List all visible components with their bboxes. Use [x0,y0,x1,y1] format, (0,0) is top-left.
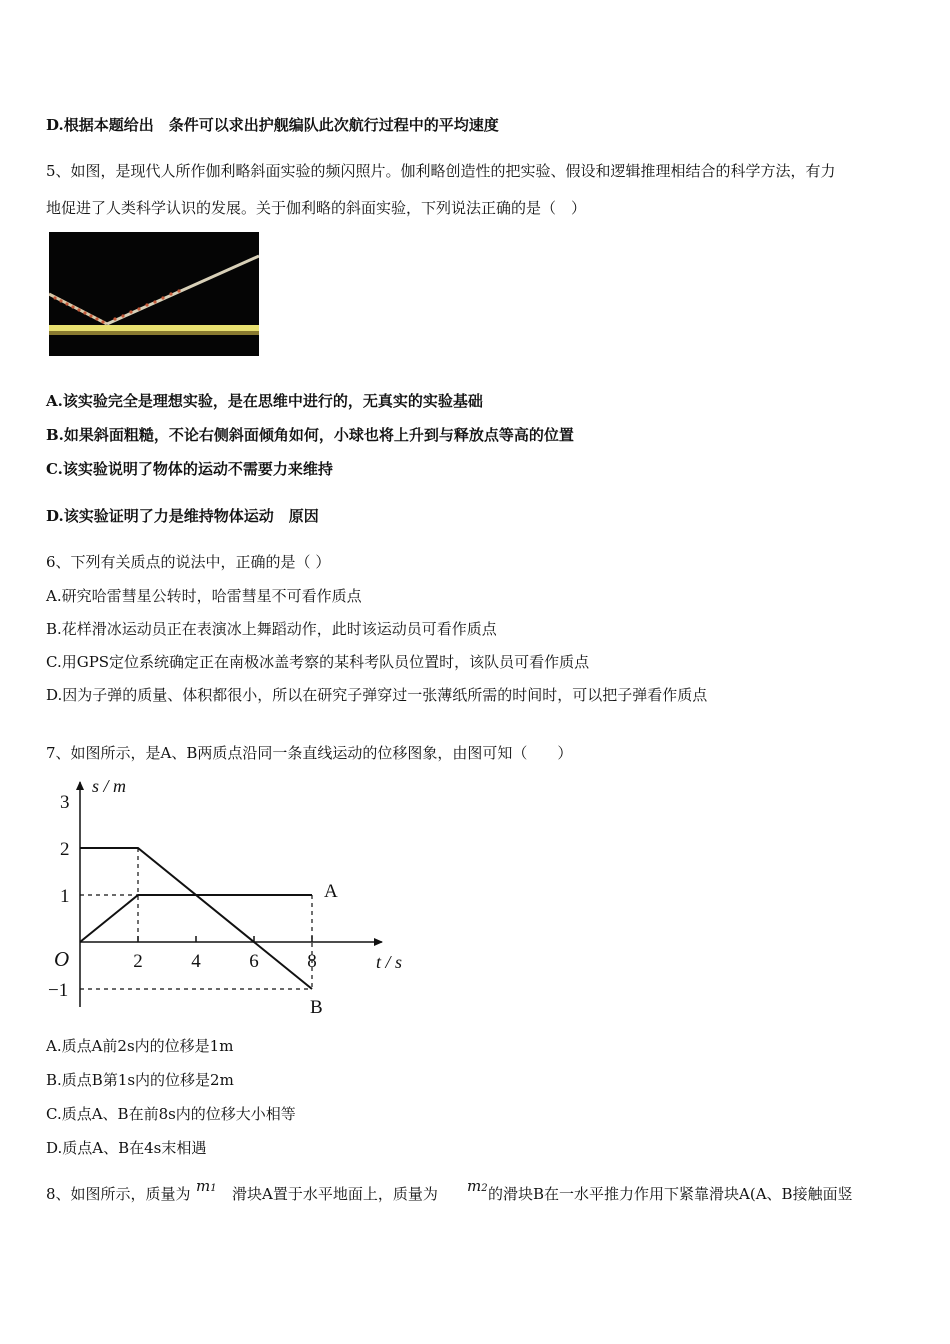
y-tick-label: −1 [48,980,69,1001]
y-axis-label: s / m [92,776,127,796]
y-tick-label: 1 [60,886,70,907]
x-tick-label: 2 [133,951,143,972]
q7-option-b: B.质点B第1s内的位移是2m [46,1071,234,1089]
q4-option-d: D.根据本题给出 条件可以求出护舰编队此次航行过程中的平均速度 [46,116,499,134]
x-tick-label: 8 [307,951,317,972]
q8-stem-part2: 滑块A置于水平地面上，质量为 [232,1185,438,1203]
q6-option-c: C.用GPS定位系统确定正在南极冰盖考察的某科考队员位置时，该队员可看作质点 [46,653,590,671]
x-tick-label: 4 [191,951,201,972]
q8-stem-part3: 的滑块B在一水平推力作用下紧靠滑块A(A、B接触面竖 [488,1185,853,1203]
q6-option-a: A.研究哈雷彗星公转时，哈雷彗星不可看作质点 [46,587,362,605]
q8-m1-letter: m [196,1177,211,1195]
q7-stem: 7、如图所示，是A、B两质点沿同一条直线运动的位移图象，由图可知（ ） [46,744,573,762]
x-tick-label: 6 [249,951,259,972]
q7-option-d: D.质点A、B在4s末相遇 [46,1139,207,1157]
displacement-time-graph [46,772,416,1020]
q8-m2-symbol [467,1176,488,1199]
q5-option-a: A.该实验完全是理想实验，是在思维中进行的，无真实的实验基础 [46,392,483,410]
q5-option-b: B.如果斜面粗糙，不论右侧斜面倾角如何，小球也将上升到与释放点等高的位置 [46,426,574,444]
q5-stem-line2: 地促进了人类科学认识的发展。关于伽利略的斜面实验，下列说法正确的是（ ） [46,199,587,217]
q7-option-a: A.质点A前2s内的位移是1m [46,1037,234,1055]
q8-m1-symbol [196,1176,217,1199]
series-a-line [80,895,312,942]
series-a-label: A [324,881,338,902]
q8-stem-part1: 8、如图所示，质量为 [46,1185,191,1203]
y-tick-label: 2 [60,839,70,860]
q7-option-c: C.质点A、B在前8s内的位移大小相等 [46,1105,296,1123]
q6-option-b: B.花样滑冰运动员正在表演冰上舞蹈动作，此时该运动员可看作质点 [46,620,497,638]
y-tick-label: 3 [60,792,70,813]
q8-m1-subscript: 1 [210,1183,217,1194]
q8-m2-subscript: 2 [481,1183,488,1194]
q6-option-d: D.因为子弹的质量、体积都很小，所以在研究子弹穿过一张薄纸所需的时间时，可以把子弹看作质点 [46,686,708,704]
q5-option-d: D.该实验证明了力是维持物体运动 原因 [46,507,319,525]
origin-label: O [54,947,70,971]
q6-stem: 6、下列有关质点的说法中，正确的是（ ） [46,553,331,571]
q5-stem-line1: 5、如图，是现代人所作伽利略斜面实验的频闪照片。伽利略创造性的把实验、假设和逻辑推理相结合的科学方法，有力 [46,162,836,180]
q5-option-c: C.该实验说明了物体的运动不需要力来维持 [46,460,333,478]
q8-m2-letter: m [467,1177,482,1195]
galileo-incline-photo [49,232,259,356]
x-axis-label: t / s [376,952,403,972]
series-b-label: B [310,997,323,1018]
